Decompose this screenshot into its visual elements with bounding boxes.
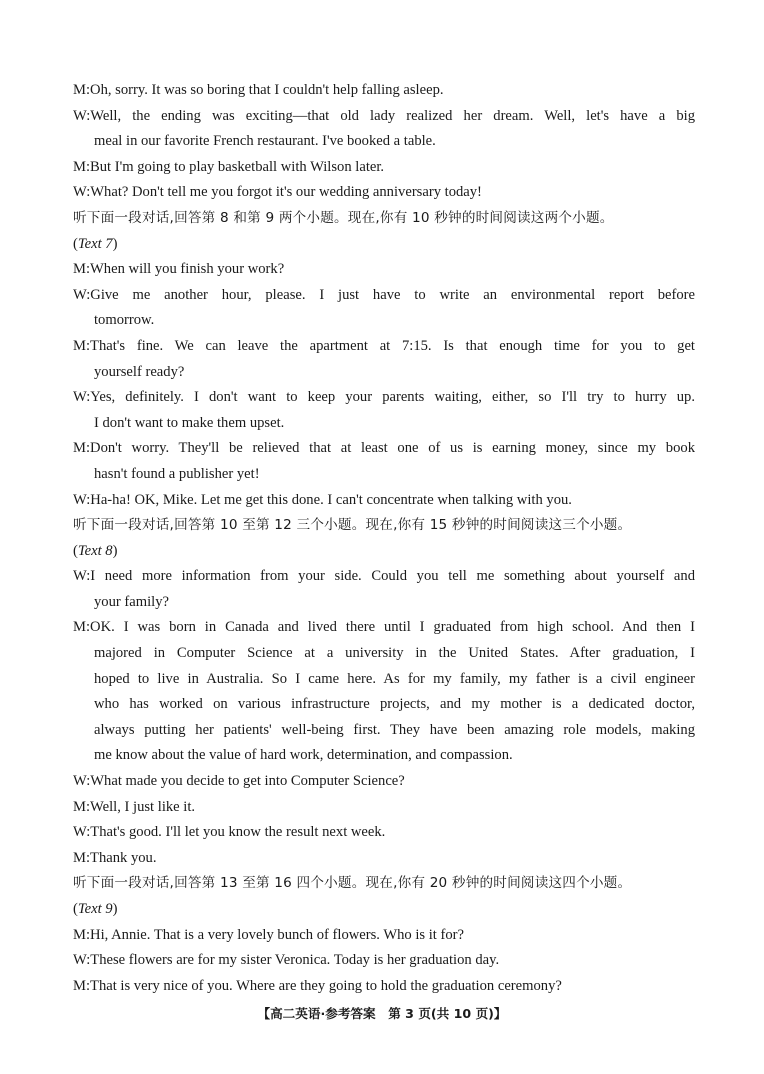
text-heading-label: Text 8 bbox=[77, 542, 113, 559]
dialogue-line: W:Yes, definitely. I don't want to keep your parents waiting, either, so I'll try to hurry up. bbox=[73, 389, 695, 406]
dialogue-line-continued: I don't want to make them upset. bbox=[94, 414, 285, 431]
dialogue-line-continued: tomorrow. bbox=[94, 312, 155, 329]
dialogue-line: M:That's fine. We can leave the apartment at 7:15. Is that enough time for you to get bbox=[73, 337, 695, 354]
dialogue-line-continued: majored in Computer Science at a university in the United States. After graduation, I bbox=[94, 645, 695, 662]
text-heading-label: Text 7 bbox=[77, 235, 113, 252]
document-body bbox=[73, 78, 695, 999]
text-heading: (Text 8) bbox=[73, 542, 118, 559]
page-footer: 【高二英语·参考答案 第 3 页(共 10 页)】 bbox=[257, 1006, 507, 1021]
dialogue-line: M:Thank you. bbox=[73, 849, 157, 866]
section-instruction: 听下面一段对话,回答第 13 至第 16 四个小题。现在,你有 20 秒钟的时间阅读这四个小题。 bbox=[73, 875, 632, 892]
text-heading: (Text 7) bbox=[73, 235, 118, 252]
dialogue-line: M:When will you finish your work? bbox=[73, 261, 285, 278]
dialogue-line: W:Give me another hour, please. I just have to write an environmental report before bbox=[73, 286, 695, 303]
section-instruction: 听下面一段对话,回答第 10 至第 12 三个小题。现在,你有 15 秒钟的时间阅读这三个小题。 bbox=[73, 517, 632, 534]
dialogue-line: W:What made you decide to get into Computer Science? bbox=[73, 773, 405, 790]
dialogue-line-continued: me know about the value of hard work, determination, and compassion. bbox=[94, 747, 513, 764]
dialogue-line: M:Well, I just like it. bbox=[73, 798, 196, 815]
section-instruction: 听下面一段对话,回答第 8 和第 9 两个小题。现在,你有 10 秒钟的时间阅读这两个小题。 bbox=[73, 209, 614, 226]
dialogue-line: W:Ha-ha! OK, Mike. Let me get this done. I can't concentrate when talking with you. bbox=[73, 491, 572, 508]
dialogue-line: M:Oh, sorry. It was so boring that I couldn't help falling asleep. bbox=[73, 82, 444, 98]
dialogue-line: M:OK. I was born in Canada and lived there until I graduated from high school. And then I bbox=[73, 619, 695, 636]
dialogue-line-continued: hasn't found a publisher yet! bbox=[94, 465, 260, 482]
dialogue-line: W:I need more information from your side. Could you tell me something about yourself and bbox=[73, 568, 695, 585]
text-heading: (Text 9) bbox=[73, 901, 118, 917]
dialogue-line: M:But I'm going to play basketball with Wilson later. bbox=[73, 158, 385, 175]
dialogue-line: M:That is very nice of you. Where are they going to hold the graduation ceremony? bbox=[73, 977, 562, 994]
text-heading-label: Text 9 bbox=[77, 901, 113, 917]
dialogue-line-continued: yourself ready? bbox=[94, 363, 185, 380]
dialogue-line-continued: always putting her patients' well-being first. They have been amazing role models, making bbox=[94, 721, 695, 738]
dialogue-line: W:Well, the ending was exciting—that old lady realized her dream. Well, let's have a big bbox=[73, 107, 695, 124]
dialogue-line-continued: who has worked on various infrastructure projects, and my mother is a dedicated doctor, bbox=[94, 696, 695, 713]
dialogue-line-continued: meal in our favorite French restaurant. I've booked a table. bbox=[94, 133, 436, 150]
dialogue-line: W:What? Don't tell me you forgot it's our wedding anniversary today! bbox=[73, 184, 482, 201]
dialogue-line: M:Hi, Annie. That is a very lovely bunch of flowers. Who is it for? bbox=[73, 926, 464, 943]
dialogue-line: W:These flowers are for my sister Veronica. Today is her graduation day. bbox=[73, 952, 500, 969]
dialogue-line-continued: hoped to live in Australia. So I came here. As for my family, my father is a civil engineer bbox=[94, 670, 695, 687]
dialogue-line: W:That's good. I'll let you know the result next week. bbox=[73, 824, 386, 841]
dialogue-line-continued: your family? bbox=[94, 593, 169, 610]
dialogue-line: M:Don't worry. They'll be relieved that at least one of us is earning money, since my book bbox=[73, 440, 695, 457]
